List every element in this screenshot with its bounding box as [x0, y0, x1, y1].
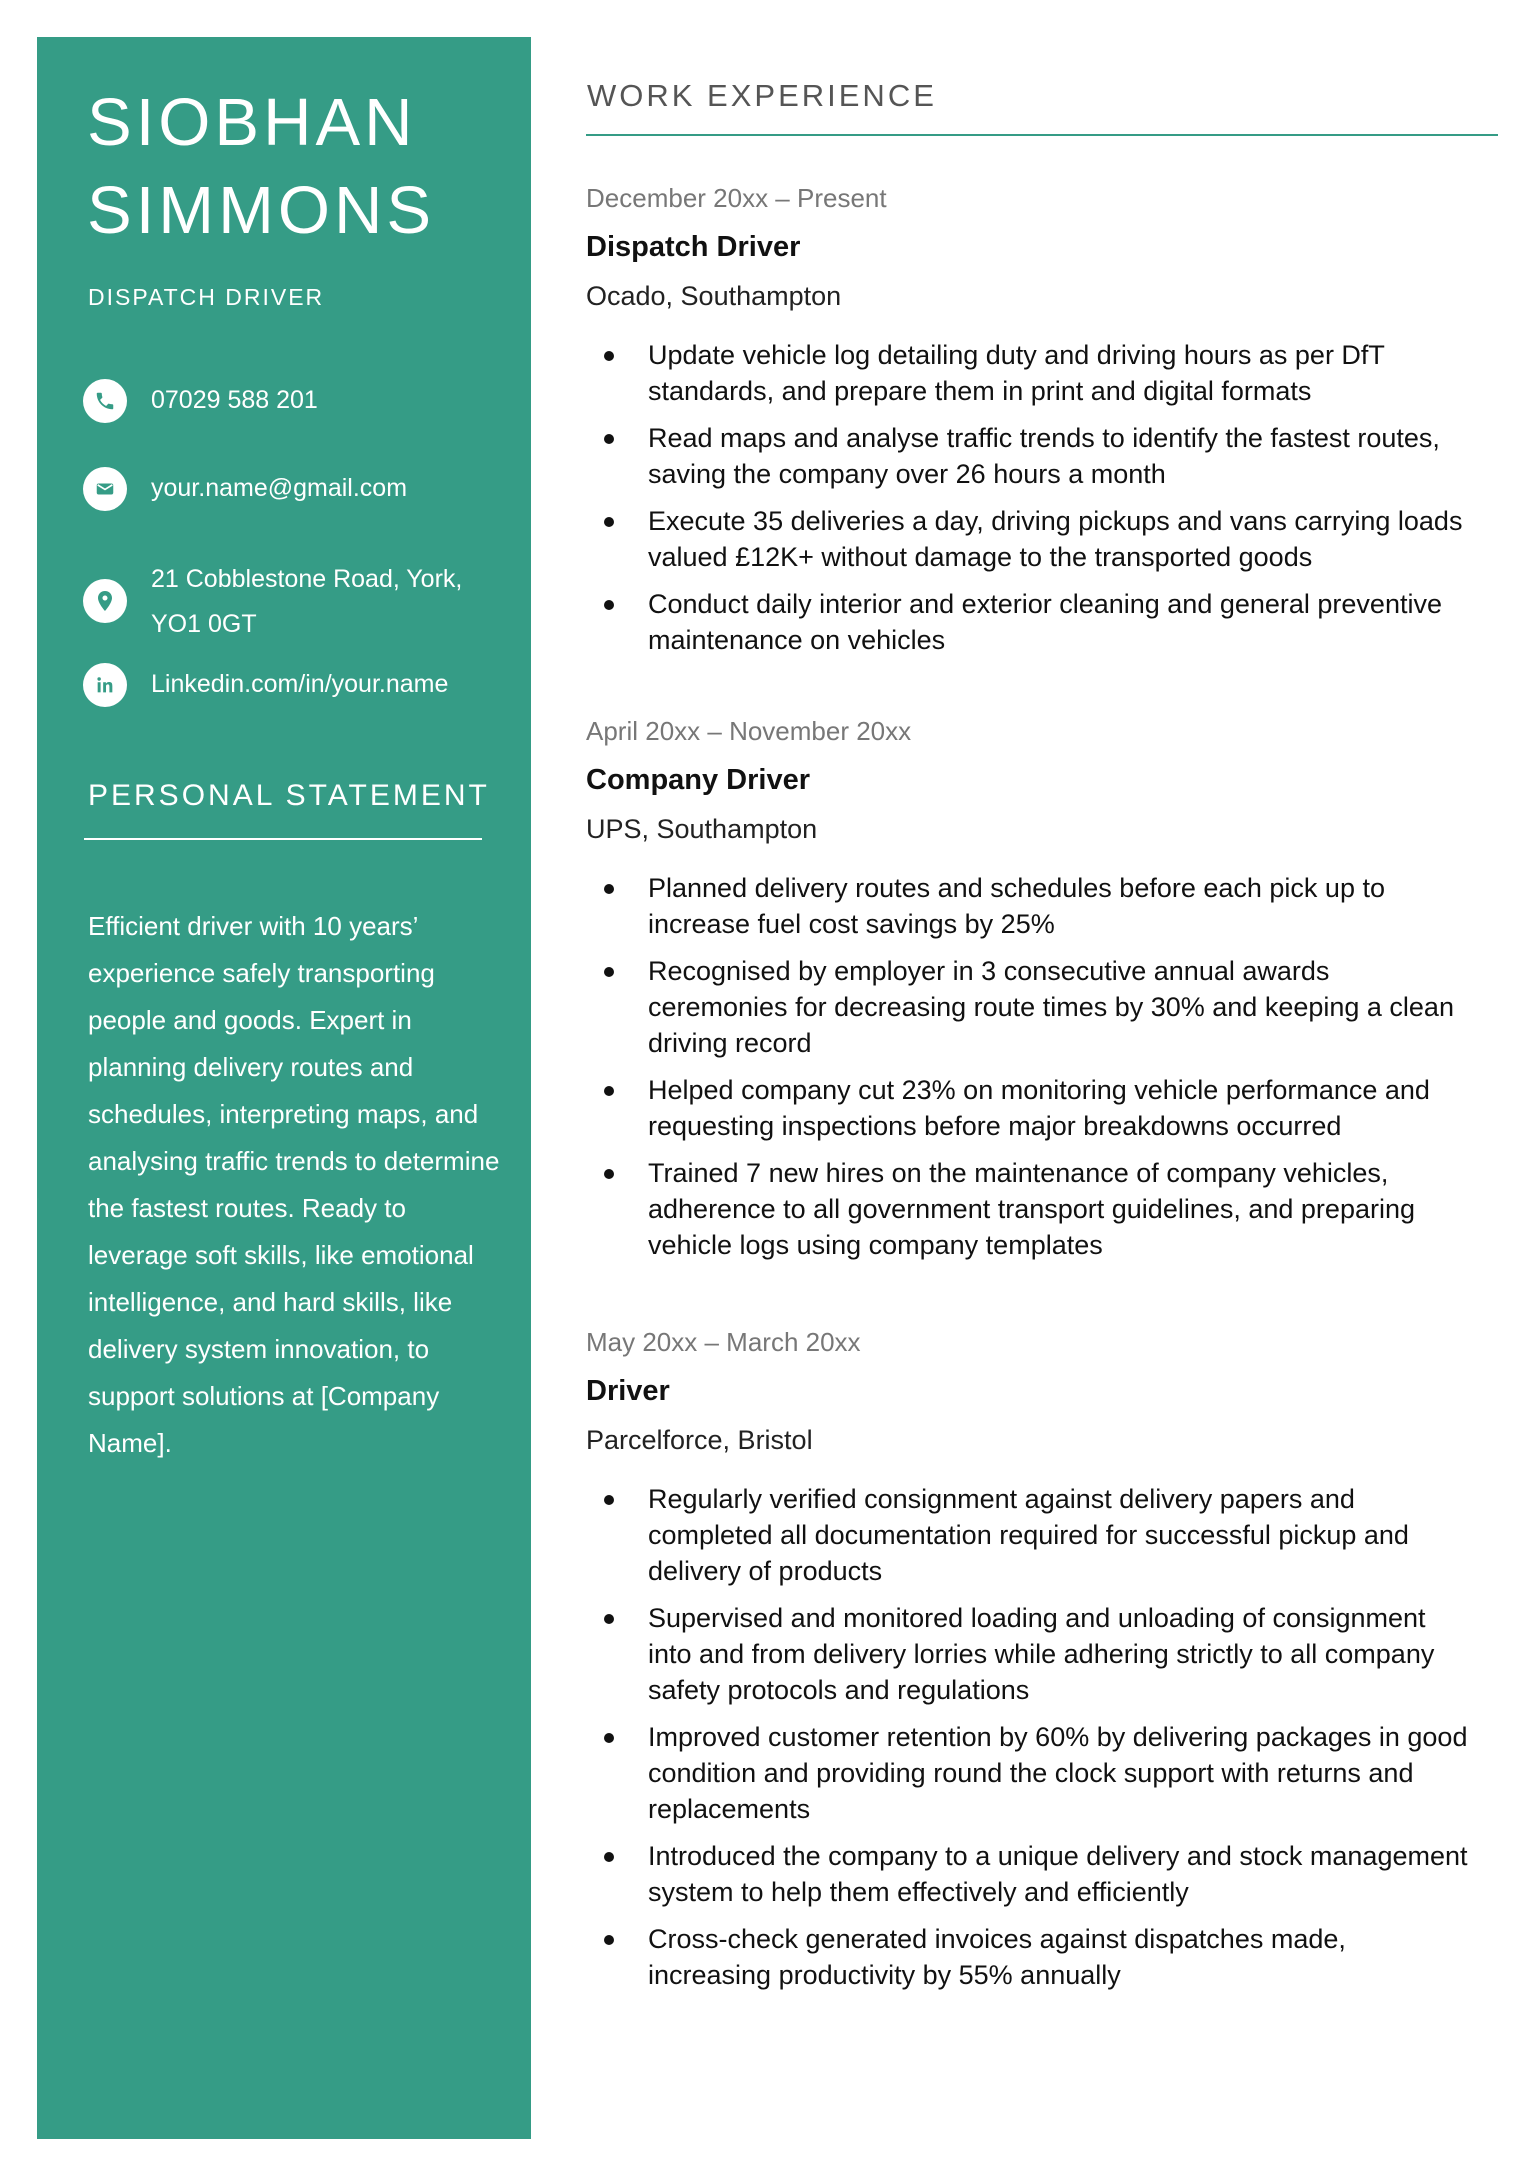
contact-address: [83, 557, 513, 647]
work-experience-heading: WORK EXPERIENCE: [587, 78, 937, 113]
list-item: [586, 1155, 1468, 1263]
bullet-text: Supervised and monitored loading and unloading of consignment into and from delivery lorries while adhering strictly to all company safety protocols and regulations: [648, 1603, 1435, 1705]
job-bullets: [586, 337, 1498, 658]
job-dates: December 20xx – Present: [586, 183, 887, 213]
bullet-icon: [604, 884, 614, 894]
last-name: SIMMONS: [87, 173, 436, 248]
bullet-text: Update vehicle log detailing duty and driving hours as per DfT standards, and prepare them in print and digital formats: [648, 340, 1385, 406]
address-line-2: YO1 0GT: [151, 610, 257, 638]
email-address[interactable]: your.name@gmail.com: [151, 474, 408, 502]
bullet-text: Read maps and analyse traffic trends to identify the fastest routes, saving the company over 26 hours a month: [648, 423, 1440, 489]
bullet-icon: [604, 1733, 614, 1743]
bullet-text: Regularly verified consignment against delivery papers and completed all documentation required for successful pickup and delivery of products: [648, 1484, 1409, 1586]
bullet-icon: [604, 600, 614, 610]
job-title: DISPATCH DRIVER: [88, 284, 325, 310]
bullet-text: Cross-check generated invoices against dispatches made, increasing productivity by 55% annually: [648, 1924, 1346, 1990]
bullet-text: Execute 35 deliveries a day, driving pickups and vans carrying loads valued £12K+ without damage to the transported goods: [648, 506, 1463, 572]
work-experience-divider: [586, 134, 1498, 136]
bullet-icon: [604, 1086, 614, 1096]
linkedin-icon: [83, 663, 127, 707]
job-company: Ocado, Southampton: [586, 281, 842, 311]
list-item: [586, 503, 1468, 575]
list-item: [586, 1921, 1468, 1993]
personal-statement-text: Efficient driver with 10 years’ experience safely transporting people and goods. Expert in planning delivery routes and schedules, interpreting maps, and analysing traffic trends to determine the fastest routes. Ready to leverage soft skills, like emotional intelligence, and hard skills, like delivery system innovation, to support solutions at [Company Name].: [88, 911, 500, 1458]
job-company: Parcelforce, Bristol: [586, 1425, 813, 1455]
list-item: [586, 1600, 1468, 1708]
candidate-name: [87, 79, 435, 255]
address-line-1: 21 Cobblestone Road, York,: [151, 565, 463, 593]
job-entry: [586, 713, 1498, 1274]
bullet-icon: [604, 1495, 614, 1505]
bullet-text: Helped company cut 23% on monitoring vehicle performance and requesting inspections before major breakdowns occurred: [648, 1075, 1430, 1141]
list-item: [586, 420, 1468, 492]
bullet-icon: [604, 1852, 614, 1862]
list-item: [586, 1481, 1468, 1589]
bullet-text: Recognised by employer in 3 consecutive annual awards ceremonies for decreasing route times by 30% and keeping a clean driving record: [648, 956, 1454, 1058]
list-item: [586, 586, 1468, 658]
bullet-icon: [604, 967, 614, 977]
bullet-text: Trained 7 new hires on the maintenance of company vehicles, adherence to all government transport guidelines, and preparing vehicle logs using company templates: [648, 1158, 1415, 1260]
phone-number[interactable]: 07029 588 201: [151, 386, 318, 414]
job-entry: [586, 180, 1498, 669]
job-role: Dispatch Driver: [586, 231, 801, 263]
bullet-icon: [604, 1935, 614, 1945]
job-role: Driver: [586, 1375, 670, 1407]
list-item: [586, 953, 1468, 1061]
bullet-text: Introduced the company to a unique delivery and stock management system to help them effectively and efficiently: [648, 1841, 1468, 1907]
bullet-text: Conduct daily interior and exterior cleaning and general preventive maintenance on vehicles: [648, 589, 1442, 655]
location-pin-icon: [83, 579, 127, 623]
list-item: [586, 1719, 1468, 1827]
job-entry: [586, 1324, 1498, 2004]
job-bullets: [586, 1481, 1498, 1993]
list-item: [586, 1072, 1468, 1144]
bullet-icon: [604, 517, 614, 527]
linkedin-url[interactable]: Linkedin.com/in/your.name: [151, 670, 449, 698]
contact-email: [83, 467, 513, 511]
bullet-icon: [604, 1614, 614, 1624]
list-item: [586, 1838, 1468, 1910]
list-item: [586, 870, 1468, 942]
job-dates: May 20xx – March 20xx: [586, 1327, 861, 1357]
job-company: UPS, Southampton: [586, 814, 818, 844]
personal-statement-heading: PERSONAL STATEMENT: [88, 779, 490, 812]
envelope-icon: [83, 467, 127, 511]
bullet-text: Improved customer retention by 60% by delivering packages in good condition and providing round the clock support with returns and replacements: [648, 1722, 1468, 1824]
job-role: Company Driver: [586, 764, 811, 796]
bullet-icon: [604, 351, 614, 361]
job-dates: April 20xx – November 20xx: [586, 716, 912, 746]
personal-statement-divider: [84, 838, 482, 840]
bullet-text: Planned delivery routes and schedules before each pick up to increase fuel cost savings by 25%: [648, 873, 1385, 939]
job-bullets: [586, 870, 1498, 1263]
address: [151, 557, 462, 647]
first-name: SIOBHAN: [87, 85, 417, 160]
contact-linkedin: [83, 663, 513, 707]
list-item: [586, 337, 1468, 409]
bullet-icon: [604, 1169, 614, 1179]
phone-icon: [83, 379, 127, 423]
bullet-icon: [604, 434, 614, 444]
sidebar: [37, 37, 531, 2139]
contact-phone: [83, 379, 513, 423]
